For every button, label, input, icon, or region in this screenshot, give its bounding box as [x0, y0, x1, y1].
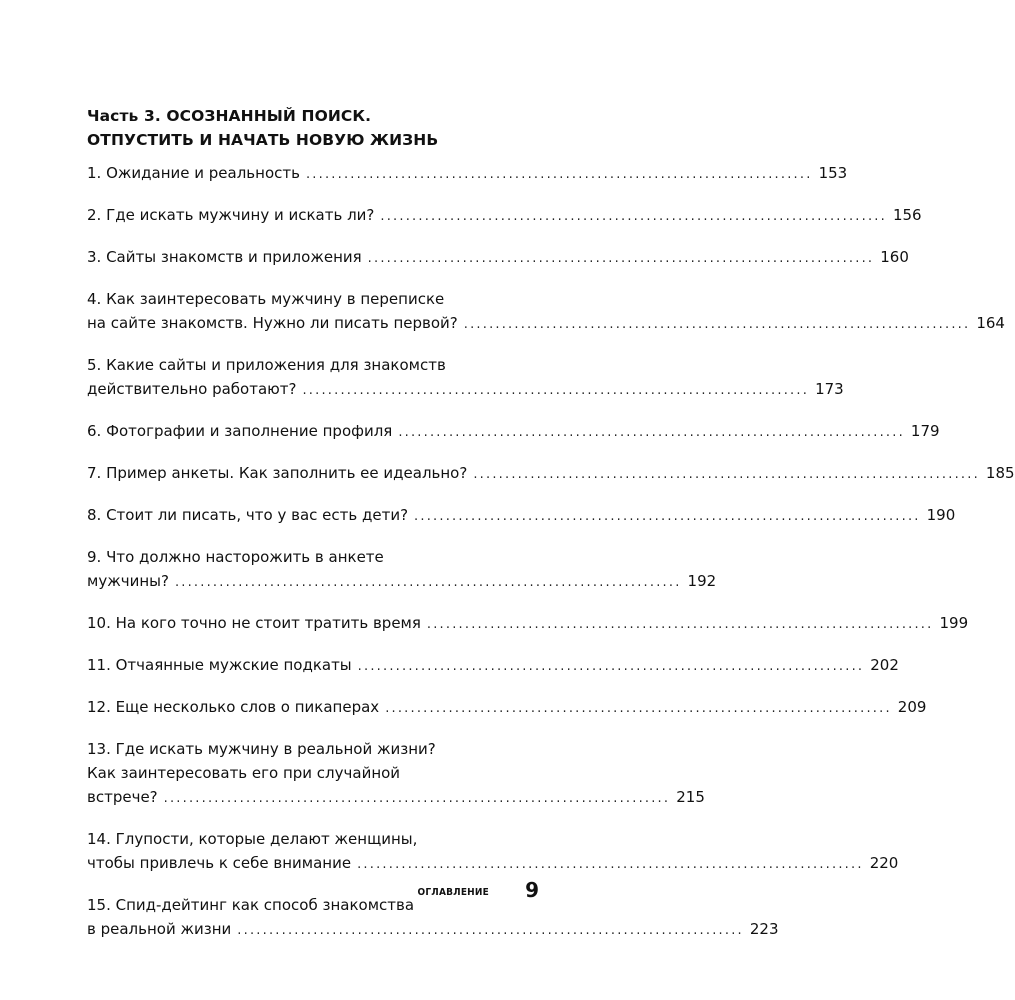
dot-leader: ................................................................................	[305, 167, 813, 182]
toc-entry-page-number: 192	[687, 572, 717, 590]
toc-entry	[87, 419, 940, 443]
toc-entry	[87, 353, 844, 401]
toc-entry-last-line	[87, 503, 956, 527]
toc-entry-title-line: 15. Спид-дейтинг как способ знакомства	[87, 896, 415, 914]
dot-leader: ................................................................................	[357, 857, 864, 872]
part-heading-line-2: ОТПУСТИТЬ И НАЧАТЬ НОВУЮ ЖИЗНЬ	[87, 131, 439, 149]
toc-entry	[87, 611, 969, 635]
dot-leader: ................................................................................	[174, 575, 682, 590]
page-footer	[87, 878, 539, 908]
toc-entry-title-line: 12. Еще несколько слов о пикаперах	[87, 698, 380, 716]
toc-entry-page-number: 164	[976, 314, 1005, 332]
toc-entry-page-number: 220	[869, 854, 899, 872]
toc-entry-title-line: 8. Стоит ли писать, что у вас есть дети?	[87, 506, 409, 524]
toc-entry-title-line: 5. Какие сайты и приложения для знакомств	[87, 356, 446, 374]
toc-entry-title-line: 14. Глупости, которые делают женщины,	[87, 830, 418, 848]
toc-entry-page-number: 173	[815, 380, 844, 398]
running-head: ОГЛАВЛЕНИЕ	[417, 887, 489, 898]
page-number: 9	[525, 878, 539, 902]
toc-entry-page-number: 160	[880, 248, 909, 266]
dot-leader: ................................................................................	[367, 251, 875, 266]
toc-entry-last-line	[87, 695, 927, 719]
dot-leader: ................................................................................	[473, 467, 980, 482]
toc-entry-last-line	[87, 611, 969, 635]
toc-entry-title-line: в реальной жизни	[87, 920, 232, 938]
toc-entry-title-line: встрече?	[87, 788, 158, 806]
toc-entry-title-line: 6. Фотографии и заполнение профиля	[87, 422, 393, 440]
toc-entry-title-line: 3. Сайты знакомств и приложения	[87, 248, 362, 266]
toc-entry-title-line: 1. Ожидание и реальность	[87, 164, 300, 182]
part-heading	[87, 104, 539, 152]
toc-entry-page-number: 209	[897, 698, 927, 716]
toc-entry-title-line: 10. На кого точно не стоит тратить время	[87, 614, 421, 632]
toc-entry-last-line	[87, 461, 1015, 485]
dot-leader: ................................................................................	[380, 209, 887, 224]
toc-entry	[87, 203, 922, 227]
toc-entry-page-number: 190	[926, 506, 956, 524]
toc-entry	[87, 461, 1015, 485]
toc-entry-page-number: 153	[818, 164, 848, 182]
toc-entry-last-line	[87, 569, 717, 593]
toc-entry-title-line: мужчины?	[87, 572, 169, 590]
toc-entry-page-number: 179	[910, 422, 940, 440]
toc-entry-title-line: 7. Пример анкеты. Как заполнить ее идеально?	[87, 464, 468, 482]
toc-entry	[87, 287, 1005, 335]
toc-entry	[87, 245, 909, 269]
toc-entry-page-number: 202	[870, 656, 899, 674]
toc-entry-page-number: 215	[676, 788, 705, 806]
toc-entry-last-line	[87, 917, 779, 941]
toc-entry-page-number: 156	[892, 206, 922, 224]
toc-entry-title-line: 13. Где искать мужчину в реальной жизни?	[87, 740, 436, 758]
dot-leader: ................................................................................	[463, 317, 971, 332]
toc-entry-last-line	[87, 653, 899, 677]
dot-leader: ................................................................................	[426, 617, 934, 632]
toc-entry-title-line: 2. Где искать мужчину и искать ли?	[87, 206, 375, 224]
dot-leader: ................................................................................	[357, 659, 865, 674]
toc-entry-title-line: 11. Отчаянные мужские подкаты	[87, 656, 352, 674]
toc-entry-last-line	[87, 161, 848, 185]
toc-entry-page-number: 185	[985, 464, 1015, 482]
dot-leader: ................................................................................	[385, 701, 892, 716]
toc-entry-last-line	[87, 419, 940, 443]
toc-entry	[87, 503, 956, 527]
toc-entry-page-number: 223	[749, 920, 779, 938]
toc-entry-title-line: 4. Как заинтересовать мужчину в переписке	[87, 290, 445, 308]
toc-entry-title-line: действительно работают?	[87, 380, 297, 398]
toc-entry	[87, 737, 705, 809]
dot-leader: ................................................................................	[398, 425, 905, 440]
dot-leader: ................................................................................	[414, 509, 921, 524]
toc-entry	[87, 161, 848, 185]
toc-entry-title-line: 9. Что должно насторожить в анкете	[87, 548, 384, 566]
dot-leader: ................................................................................	[237, 923, 744, 938]
toc-entry-last-line	[87, 203, 922, 227]
toc-entry-title-line: Как заинтересовать его при случайной	[87, 764, 401, 782]
toc-entry-title-line: на сайте знакомств. Нужно ли писать первой?	[87, 314, 458, 332]
toc-entry-last-line	[87, 785, 705, 809]
dot-leader: ................................................................................	[163, 791, 671, 806]
toc-entry-last-line	[87, 377, 844, 401]
toc-entry-last-line	[87, 851, 899, 875]
toc-entry	[87, 545, 717, 593]
toc-entry-page-number: 199	[939, 614, 969, 632]
toc-entry-last-line	[87, 245, 909, 269]
toc-entry	[87, 695, 927, 719]
toc-entry-title-line: чтобы привлечь к себе внимание	[87, 854, 352, 872]
toc-entry	[87, 827, 899, 875]
toc-entry	[87, 653, 899, 677]
toc-entry-last-line	[87, 311, 1005, 335]
toc-page	[87, 0, 1015, 1000]
dot-leader: ................................................................................	[302, 383, 810, 398]
part-heading-line-1: Часть 3. ОСОЗНАННЫЙ ПОИСК.	[87, 107, 372, 125]
